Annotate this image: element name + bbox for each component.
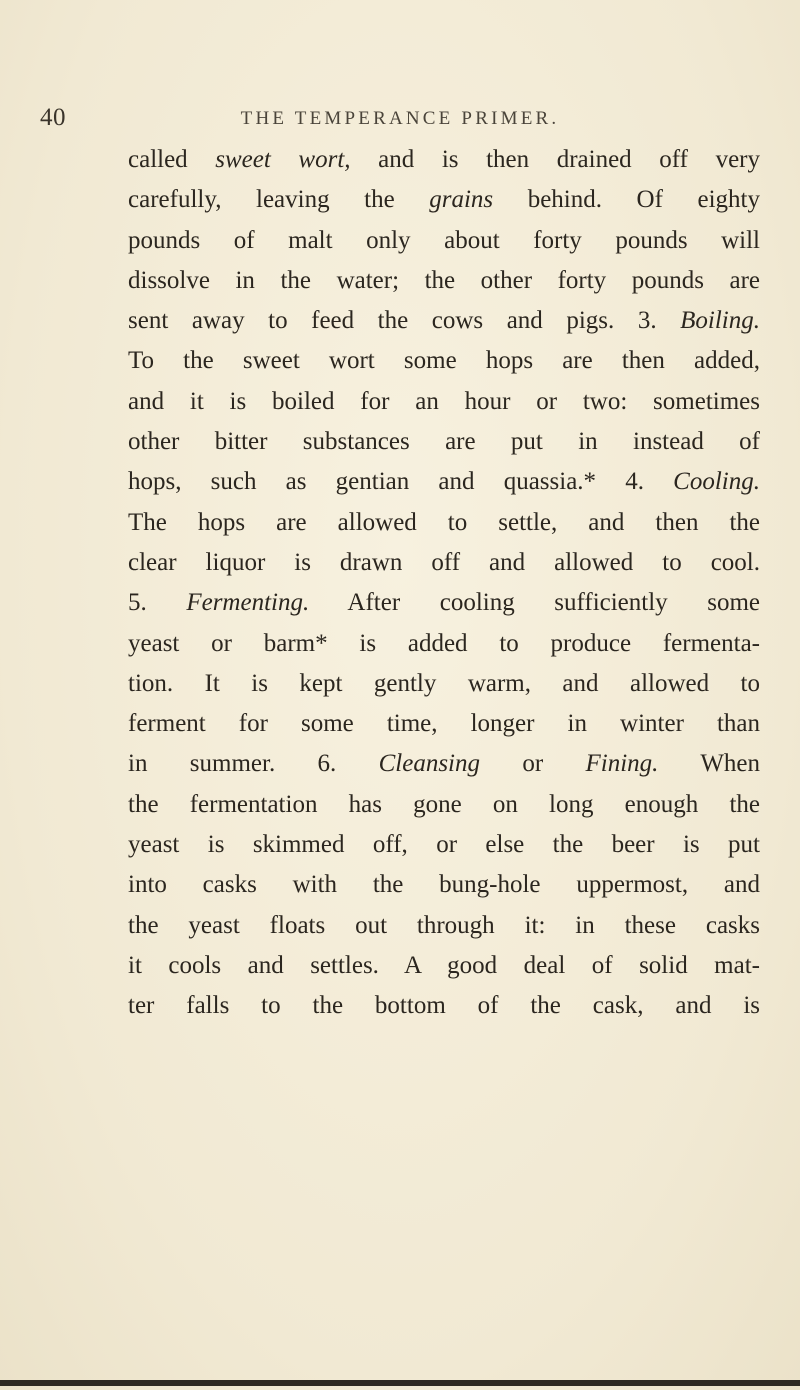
text-line bbox=[128, 704, 760, 744]
text-line bbox=[128, 140, 760, 180]
text-segment: pounds of malt only about forty pounds will bbox=[128, 226, 760, 254]
italic-segment: Cooling. bbox=[673, 468, 760, 496]
italic-segment: Cleansing bbox=[378, 750, 481, 778]
text-segment: yeast or barm* is added to produce fermenta- bbox=[128, 629, 760, 657]
text-line bbox=[128, 785, 760, 825]
text-line bbox=[128, 261, 760, 301]
page-number: 40 bbox=[40, 104, 66, 131]
text-line bbox=[128, 906, 760, 946]
text-segment: carefully, leaving the bbox=[128, 186, 430, 214]
text-segment: tion. It is kept gently warm, and allowed to bbox=[128, 669, 760, 697]
text-segment: dissolve in the water; the other forty pounds are bbox=[128, 266, 760, 294]
text-segment: The hops are allowed to settle, and then the bbox=[128, 508, 760, 536]
text-segment: and is then drained off very bbox=[350, 146, 760, 173]
text-segment: or bbox=[480, 750, 586, 778]
italic-segment: Fermenting. bbox=[186, 589, 310, 617]
text-segment: other bitter substances are put in instead of bbox=[128, 428, 760, 456]
text-line bbox=[128, 382, 760, 422]
text-line bbox=[128, 301, 760, 341]
text-segment: To the sweet wort some hops are then added, bbox=[128, 347, 760, 375]
text-segment: sent away to feed the cows and pigs. 3. bbox=[128, 307, 681, 335]
text-segment: hops, such as gentian and quassia.* 4. bbox=[128, 468, 674, 496]
text-segment: the yeast floats out through it: in these casks bbox=[128, 911, 760, 939]
italic-segment: Fining. bbox=[585, 750, 659, 778]
italic-segment: sweet wort, bbox=[215, 146, 351, 173]
text-segment: yeast is skimmed off, or else the beer is put bbox=[128, 831, 760, 859]
text-line bbox=[128, 986, 760, 1026]
text-segment: After cooling sufficiently some bbox=[309, 589, 761, 617]
text-line bbox=[128, 744, 760, 784]
text-line bbox=[128, 946, 760, 986]
text-line bbox=[128, 221, 760, 261]
text-segment: When bbox=[658, 750, 761, 778]
text-line bbox=[128, 180, 760, 220]
text-segment: clear liquor is drawn off and allowed to cool. bbox=[128, 548, 760, 576]
bottom-border bbox=[0, 1380, 800, 1386]
italic-segment: Boiling. bbox=[680, 307, 760, 335]
text-segment: in summer. 6. bbox=[128, 750, 379, 778]
text-segment: the fermentation has gone on long enough the bbox=[128, 790, 760, 818]
italic-segment: grains bbox=[429, 186, 494, 214]
text-segment: ter falls to the bottom of the cask, and is bbox=[128, 992, 760, 1020]
body-text bbox=[128, 140, 760, 1027]
text-line bbox=[128, 583, 760, 623]
text-segment: it cools and settles. A good deal of solid mat- bbox=[128, 951, 760, 979]
text-line bbox=[128, 341, 760, 381]
text-line bbox=[128, 422, 760, 462]
text-line bbox=[128, 825, 760, 865]
text-segment: called bbox=[128, 146, 216, 173]
running-head: THE TEMPERANCE PRIMER. bbox=[240, 108, 560, 129]
text-line bbox=[128, 865, 760, 905]
text-segment: ferment for some time, longer in winter than bbox=[128, 710, 760, 738]
text-line bbox=[128, 624, 760, 664]
text-segment: 5. bbox=[128, 589, 187, 617]
page-header bbox=[0, 104, 800, 140]
text-line bbox=[128, 664, 760, 704]
text-segment: behind. Of eighty bbox=[493, 186, 760, 214]
text-line bbox=[128, 462, 760, 502]
text-line bbox=[128, 543, 760, 583]
text-segment: and it is boiled for an hour or two: sometimes bbox=[128, 387, 760, 415]
text-line bbox=[128, 503, 760, 543]
text-segment: into casks with the bung-hole uppermost, and bbox=[128, 871, 760, 899]
